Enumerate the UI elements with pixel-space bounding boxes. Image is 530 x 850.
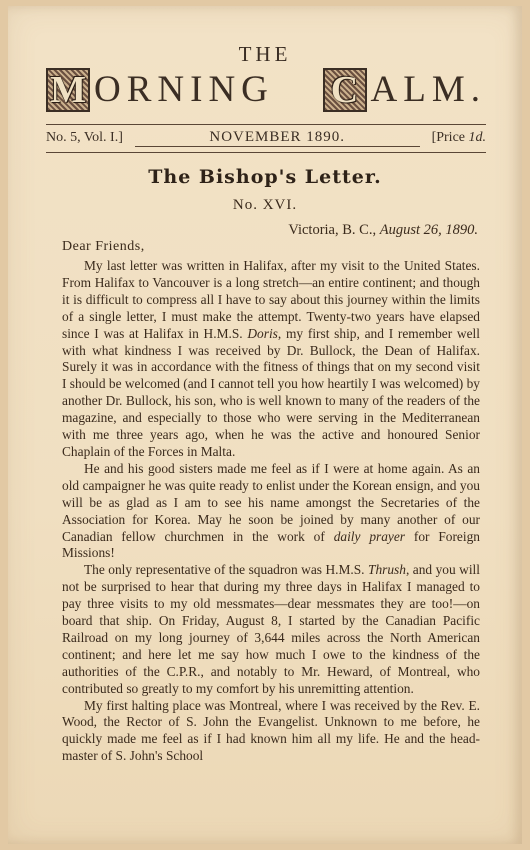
issue-number: No. 5, Vol. I.] (46, 130, 123, 145)
masthead-word-calm (323, 68, 486, 112)
masthead-the: THE (238, 42, 292, 66)
issue-price (432, 130, 486, 146)
salutation: Dear Friends, (62, 239, 145, 254)
dateline-place: Victoria, B. C., (288, 222, 377, 238)
paragraph: My first halting place was Montreal, where I was received by the Rev. E. Wood, the Rector of S. John the Evangelist. Unknown to me before, he quickly made me feel as if I had known him all my life. He and the head-master of S. John's School (62, 697, 480, 764)
dateline (288, 222, 478, 239)
paragraph: My last letter was written in Halifax, after my visit to the United States. From Halifax to Vancouver is a long stretch—an entire continent; and though it is difficult to compress all I have to say about this journey within the limits of a single letter, I must make the attempt. Twenty-two years have elapsed since I was at Halifax in H.M.S. Doris, my first ship, and I remember well with what kindness I was received by Dr. Bullock, the Dean of Halifax. Surely it was in accordance with the fitness of things that on my second visit I should be welcomed (and I cannot tell you how heartily I was welcomed) by another Dr. Bullock, his son, who is well known to many of the readers of the magazine, and especially to those who were serving in the Mediterranean with me three years ago, when he was the active and honoured Senior Chaplain of the Forces in Malta. (62, 258, 480, 459)
article-number: No. XVI. (232, 197, 298, 213)
letter-body (62, 258, 480, 765)
ship-name: Doris (247, 325, 278, 341)
magazine-page (8, 6, 522, 844)
top-rule (46, 124, 486, 125)
masthead-title (46, 64, 486, 116)
masthead-word-morning (46, 68, 274, 112)
ornamental-initial-m: M (46, 68, 90, 112)
ornamental-initial-c: C (323, 68, 367, 112)
price-label: [Price (431, 130, 465, 145)
paragraph: He and his good sisters made me feel as if I were at home again. As an old campaigner he was quite ready to enlist under the Korean ensign, and you will be as glad as I am to see his name amongst the Secretaries of the Association for Korea. May he soon be joined by many another of our Canadian fellow churchmen in the work of daily prayer for Foreign Missions! (62, 460, 480, 561)
issue-date: NOVEMBER 1890. (135, 129, 420, 147)
masthead-word-1: ORNING (94, 69, 274, 110)
ship-name: Thrush (368, 562, 406, 578)
price-value: 1d. (468, 130, 486, 145)
article-title: The Bishop's Letter. (148, 166, 382, 188)
masthead-word-2: ALM. (370, 69, 486, 110)
dateline-date: August 26, 1890. (379, 222, 478, 238)
paragraph: The only representative of the squadron was H.M.S. Thrush, and you will not be surprised to hear that during my three days in Halifax I managed to pay three visits to my old messmates—dear messmates they are too!—on board that ship. On Friday, August 8, I started by the Canadian Pacific Railroad on my long journey of 3,644 miles across the North American continent; and here let me say how much I owe to the kindness of the authorities of the C.P.R., and notably to Mr. Heward, of Montreal, who contributed so greatly to my comfort by his unremitting attention. (62, 562, 480, 696)
issue-line (46, 129, 486, 147)
emphasis: daily prayer (333, 528, 406, 544)
bottom-rule (46, 152, 486, 153)
